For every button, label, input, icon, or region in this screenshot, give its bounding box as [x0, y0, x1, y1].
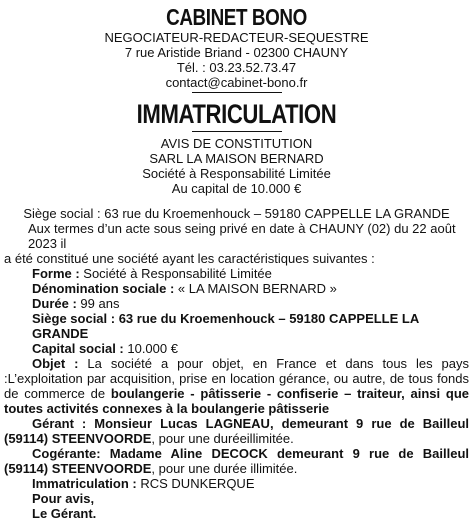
duree-label: Durée :: [32, 296, 77, 311]
firm-name: CABINET BONO: [166, 4, 307, 30]
divider: [192, 131, 282, 132]
objet-activities: boulangerie - pâtisserie - confiserie – traiteur, ainsi que toutes activités connexes à la boulangerie pâtisserie: [4, 386, 469, 416]
closing-line-1: [4, 491, 469, 506]
immatriculation-label: Immatriculation :: [32, 476, 137, 491]
legal-notice: [0, 4, 473, 521]
siege-line: Siège social : 63 rue du Kroemenhouck – 59180 CAPPELLE LA GRANDE: [23, 206, 450, 221]
divider: [192, 92, 282, 93]
acte-line-2: a été constitué une société ayant les caractéristiques suivantes :: [4, 251, 375, 266]
denomination-label: Dénomination sociale :: [32, 281, 175, 296]
siege-label: Siège social : 63 rue du Kroemenhouck – 59180 CAPPELLE LA GRANDE: [32, 311, 419, 341]
notice-heading: AVIS DE CONSTITUTION: [160, 136, 313, 151]
closing-text-1: Pour avis,: [32, 491, 95, 506]
firm-address: 7 rue Aristide Briand - 02300 CHAUNY: [124, 45, 349, 60]
siege-row: [4, 311, 469, 341]
cogerante-row: [4, 446, 469, 476]
immatriculation-row: [4, 476, 469, 491]
closing-line-2: [4, 506, 469, 521]
duree-row: [4, 296, 469, 311]
cogerante-value: , pour une durée illimitée.: [151, 461, 298, 476]
capital-label: Capital social :: [32, 341, 124, 356]
duree-value: 99 ans: [76, 296, 120, 311]
closing-text-2: Le Gérant.: [32, 506, 97, 521]
cogerante-label: Cogérante: Madame Aline DECOCK demeurant 9 rue de Bailleul (59114) STEENVOORDE: [4, 446, 469, 476]
objet-row: [4, 356, 469, 416]
company-form: Société à Responsabilité Limitée: [142, 166, 331, 181]
denomination-value: « LA MAISON BERNARD »: [174, 281, 337, 296]
firm-email: contact@cabinet-bono.fr: [165, 75, 308, 90]
gerant-label: Gérant : Monsieur Lucas LAGNEAU, demeurant 9 rue de Bailleul (59114) STEENVOORDE: [4, 416, 469, 446]
forme-row: [4, 266, 469, 281]
objet-label: Objet :: [32, 356, 79, 371]
forme-value: Société à Responsabilité Limitée: [79, 266, 272, 281]
denomination-row: [4, 281, 469, 296]
gerant-value: , pour une duréeillimitée.: [151, 431, 294, 446]
notice-title: IMMATRICULATION: [136, 99, 337, 129]
firm-role: NEGOCIATEUR-REDACTEUR-SEQUESTRE: [104, 30, 369, 45]
company-capital: Au capital de 10.000 €: [171, 181, 302, 196]
gerant-row: [4, 416, 469, 446]
capital-value: 10.000 €: [123, 341, 178, 356]
capital-row: [4, 341, 469, 356]
company-name: SARL LA MAISON BERNARD: [149, 151, 324, 166]
objet-value: La société a pour objet, en France et dans tous les pays :L’exploitation par acquisition, prise en location gérance, ou autre, de tous fonds de commerce de: [4, 356, 469, 401]
immatriculation-value: RCS DUNKERQUE: [136, 476, 255, 491]
forme-label: Forme :: [32, 266, 80, 281]
acte-line-1: Aux termes d’un acte sous seing privé en date à CHAUNY (02) du 22 août 2023 il: [28, 221, 456, 251]
firm-phone: Tél. : 03.23.52.73.47: [176, 60, 297, 75]
notice-body: [4, 206, 469, 521]
